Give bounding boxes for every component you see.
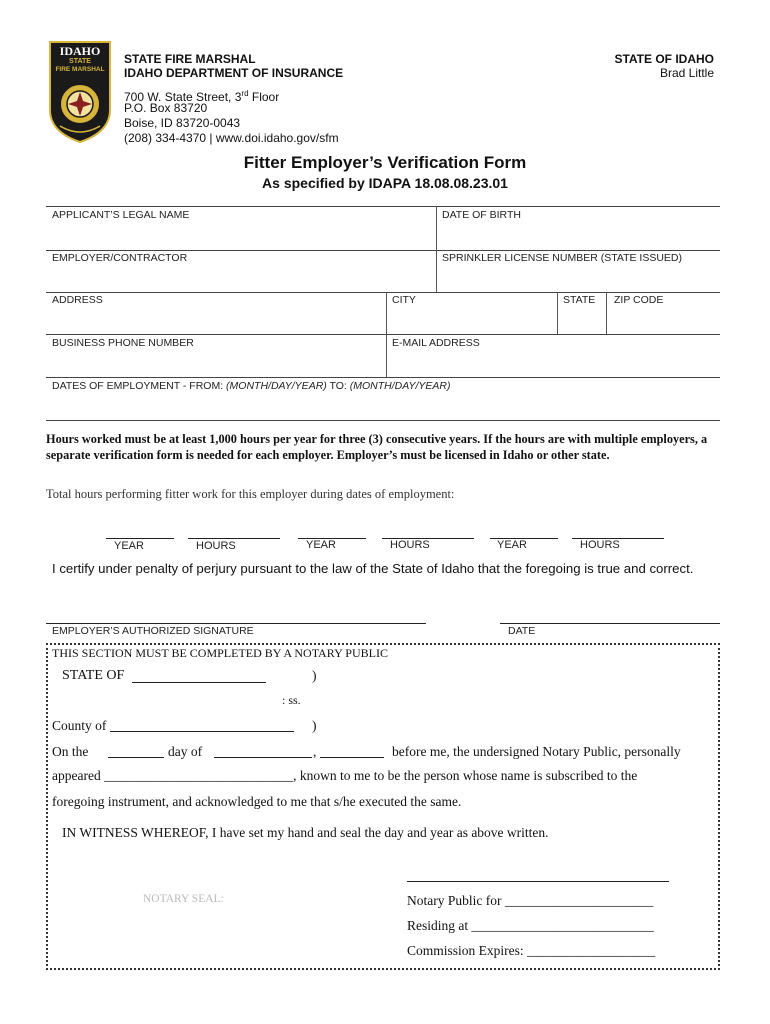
hours-1-line[interactable]	[188, 538, 280, 539]
table-divider-dob	[436, 206, 437, 292]
year-line[interactable]	[320, 757, 384, 758]
signature-date-label: DATE	[508, 625, 536, 637]
signature-date-line[interactable]	[500, 623, 720, 624]
county-paren: )	[312, 718, 317, 733]
street-address-suffix: Floor	[248, 90, 280, 104]
notary-seal-label: NOTARY SEAL:	[143, 893, 224, 905]
day-of-label: day of	[168, 744, 203, 759]
year-1-line[interactable]	[106, 538, 174, 539]
street-address-main: 700 W. State Street, 3	[124, 90, 242, 104]
county-of-label: County of	[52, 718, 107, 733]
ss-label: : ss.	[282, 693, 301, 707]
zip-code-field[interactable]: ZIP CODE	[614, 294, 664, 306]
table-rule-3	[46, 334, 720, 335]
signature-line[interactable]	[46, 623, 426, 624]
state-of-line[interactable]	[132, 682, 266, 683]
signature-label: EMPLOYER’S AUTHORIZED SIGNATURE	[52, 625, 254, 637]
logo-text-idaho: IDAHO	[59, 44, 101, 58]
dates-of-employment-label: DATES OF EMPLOYMENT - FROM:	[52, 380, 227, 392]
month-line[interactable]	[214, 757, 312, 758]
foregoing-text: foregoing instrument, and acknowledged to me that s/he executed the same.	[52, 794, 462, 809]
form-subtitle: As specified by IDAPA 18.08.08.23.01	[262, 175, 508, 191]
employer-contractor-field[interactable]: EMPLOYER/CONTRACTOR	[52, 252, 188, 264]
state-paren: )	[312, 668, 317, 683]
applicant-legal-name-field[interactable]: APPLICANT’S LEGAL NAME	[52, 209, 190, 221]
org-name-line2: IDAHO DEPARTMENT OF INSURANCE	[124, 66, 344, 80]
logo-text-fire-marshal: FIRE MARSHAL	[55, 66, 105, 73]
state-field[interactable]: STATE	[563, 294, 596, 306]
residing-at-field[interactable]: Residing at ___________________________	[407, 918, 654, 933]
hours-requirement-text: Hours worked must be at least 1,000 hours per year for three (3) consecutive years. If the hours are with multiple employers, a separate verification form is needed for each employer. Employer’s must be licensed in Idaho or other state.	[46, 432, 708, 462]
email-address-field[interactable]: E-MAIL ADDRESS	[392, 337, 480, 349]
city-field[interactable]: CITY	[392, 294, 416, 306]
notary-heading: THIS SECTION MUST BE COMPLETED BY A NOTARY PUBLIC	[52, 646, 388, 660]
year-1-label: YEAR	[114, 540, 144, 552]
year-3-label: YEAR	[497, 539, 527, 551]
certification-statement: I certify under penalty of perjury pursuant to the law of the State of Idaho that the foregoing is true and correct.	[52, 561, 694, 576]
city-state-zip: Boise, ID 83720-0043	[124, 116, 241, 130]
idaho-state-fire-marshal-logo	[46, 40, 114, 144]
governor-name: Brad Little	[659, 66, 714, 80]
table-divider-state	[557, 292, 558, 334]
county-of-line[interactable]	[110, 731, 294, 732]
state-of-idaho-label: STATE OF IDAHO	[614, 52, 714, 66]
sprinkler-license-field[interactable]: SPRINKLER LICENSE NUMBER (STATE ISSUED)	[442, 252, 682, 264]
form-title: Fitter Employer’s Verification Form	[243, 153, 527, 172]
contact-info: (208) 334-4370 | www.doi.idaho.gov/sfm	[124, 131, 339, 145]
notary-signature-line[interactable]	[407, 881, 669, 882]
total-hours-text: Total hours performing fitter work for this employer during dates of employment:	[46, 487, 455, 501]
table-rule-4	[46, 377, 720, 378]
date-of-birth-field[interactable]: DATE OF BIRTH	[442, 209, 521, 221]
day-line[interactable]	[108, 757, 164, 758]
logo-text-state: STATE	[69, 58, 91, 65]
date-comma: ,	[313, 744, 317, 759]
table-rule-1	[46, 250, 720, 251]
state-of-label: STATE OF	[62, 668, 125, 683]
dates-to-label: TO:	[326, 380, 350, 392]
table-divider-zip	[606, 292, 607, 334]
before-me-text: before me, the undersigned Notary Public, personally	[392, 744, 681, 759]
table-divider-city	[386, 292, 387, 377]
dates-from-hint: (MONTH/DAY/YEAR)	[226, 380, 327, 392]
table-border-top	[46, 206, 720, 207]
street-address-sup: rd	[241, 89, 249, 98]
notary-public-for-field[interactable]: Notary Public for ______________________	[407, 893, 654, 908]
org-name-line1: STATE FIRE MARSHAL	[124, 52, 256, 66]
po-box: P.O. Box 83720	[124, 101, 208, 115]
commission-expires-field[interactable]: Commission Expires: ___________________	[407, 943, 656, 958]
on-the-label: On the	[52, 744, 89, 759]
hours-1-label: HOURS	[196, 540, 236, 552]
dates-to-hint: (MONTH/DAY/YEAR)	[349, 380, 451, 392]
business-phone-field[interactable]: BUSINESS PHONE NUMBER	[52, 337, 194, 349]
year-2-label: YEAR	[306, 539, 336, 551]
table-rule-2	[46, 292, 720, 293]
witness-text: IN WITNESS WHEREOF, I have set my hand and seal the day and year as above written.	[62, 825, 549, 840]
appeared-text: appeared ____________________________, known to me to be the person whose name is subscribed to the	[52, 768, 638, 783]
hours-3-label: HOURS	[580, 539, 620, 551]
table-border-bottom	[46, 420, 720, 421]
hours-2-label: HOURS	[390, 539, 430, 551]
address-field[interactable]: ADDRESS	[52, 294, 103, 306]
dates-of-employment-field[interactable]	[52, 380, 450, 392]
